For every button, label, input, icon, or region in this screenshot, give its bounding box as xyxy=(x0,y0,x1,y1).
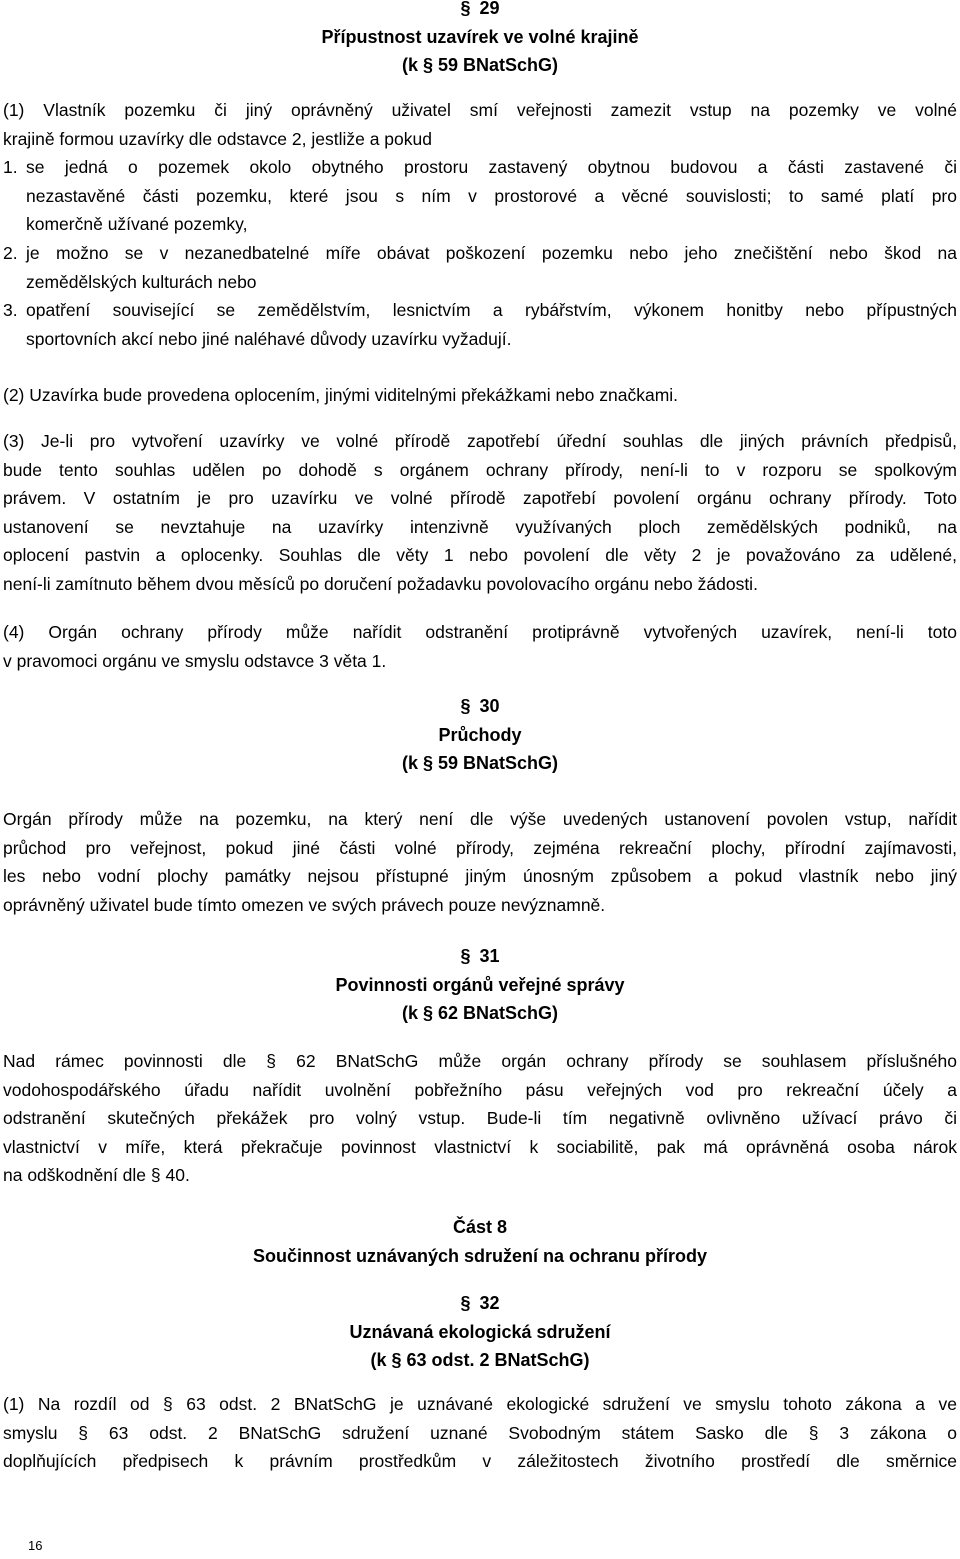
section-32-heading xyxy=(0,1289,960,1375)
section-29-paragraph-1: (1) Vlastník pozemku či jiný oprávněný uživatel smí veřejnosti zamezit vstup na pozemky ve volné krajině formou uzavírky dle odstavce 2, jestliže a pokud xyxy=(3,100,957,149)
section-30-paragraph: Orgán přírody může na pozemku, na který není dle výše uvedených ustanovení povolen vstup, nařídit průchod pro veřejnost, pokud jiné části volné přírody, zejména rekreační plochy, přírodní zajímavosti, les nebo vodní plochy památky nejsou přístupné jiným únosným způsobem a pokud vlastník nebo jiný oprávněný uživatel bude tímto omezen ve svých právech pouze nevýznamně. xyxy=(3,809,957,915)
part-label: Část 8 xyxy=(452,1217,508,1237)
section-32-title: Uznávaná ekologická sdružení xyxy=(349,1321,611,1342)
section-29-heading xyxy=(0,0,960,80)
section-29-paragraph-4: (4) Orgán ochrany přírody může nařídit odstranění protiprávně vytvořených uzavírek, není-li toto v pravomoci orgánu ve smyslu odstavce 3 věta 1. xyxy=(3,622,957,671)
section-31-ref: (k § 62 BNatSchG) xyxy=(401,1003,559,1023)
list-item: 3. opatření související se zemědělstvím, lesnictvím a rybářstvím, výkonem honitby nebo přípustných sportovních akcí nebo jiné naléhavé důvody uzavírku vyžadují. xyxy=(3,300,957,349)
section-29-paragraph-3: (3) Je-li pro vytvoření uzavírky ve volné přírodě zapotřebí úřední souhlas dle jiných právních předpisů, bude tento souhlas udělen po dohodě s orgánem ochrany přírody, není-li to v rozporu se spolkovým právem. V ostatním je pro uzavírku ve volné přírodě zapotřebí povolení orgánu ochrany přírody. Toto ustanovení se nevztahuje na uzavírky intenzivně využívaných ploch zemědělských podniků, na oplocení pastvin a oplocenky. Souhlas dle věty 1 nebo povolení dle věty 2 je považováno za udělené, není-li zamítnuto během dvou měsíců po doručení požadavku povolovacího orgánu nebo žádosti. xyxy=(3,431,957,594)
section-31-number: § 31 xyxy=(460,946,500,966)
section-31-title: Povinnosti orgánů veřejné správy xyxy=(335,974,625,995)
section-30-heading xyxy=(0,692,960,778)
part-title: Součinnost uznávaných sdružení na ochranu přírody xyxy=(252,1245,708,1266)
section-30-number: § 30 xyxy=(460,696,500,716)
page-number: 16 xyxy=(28,1538,43,1553)
part-8-heading xyxy=(0,1213,960,1270)
section-29-ref: (k § 59 BNatSchG) xyxy=(401,55,559,75)
section-29-title: Přípustnost uzavírek ve volné krajině xyxy=(321,26,639,47)
list-item: 2. je možno se v nezanedbatelné míře obávat poškození pozemku nebo jeho znečištění nebo škod na zemědělských kulturách nebo xyxy=(3,243,957,292)
section-31-heading xyxy=(0,942,960,1028)
section-32-paragraph-1: (1) Na rozdíl od § 63 odst. 2 BNatSchG je uznávané ekologické sdružení ve smyslu tohoto zákona a ve smyslu § 63 odst. 2 BNatSchG sdružení uznané Svobodným státem Sasko dle § 3 zákona o doplňujících předpisech k právním prostředkům v záležitostech životního prostředí dle směrnice xyxy=(3,1394,957,1472)
section-32-number: § 32 xyxy=(460,1293,500,1313)
section-30-title: Průchody xyxy=(438,724,522,745)
section-31-paragraph: Nad rámec povinnosti dle § 62 BNatSchG může orgán ochrany přírody se souhlasem příslušného vodohospodářského úřadu nařídit uvolnění pobřežního pásu veřejných vod pro rekreační účely a odstranění skutečných překážek pro volný vstup. Bude-li tím negativně ovlivněno užívací právo či vlastnictví v míře, která překračuje povinnost vlastnictví k sociabilitě, pak má oprávněná osoba nárok na odškodnění dle § 40. xyxy=(3,1051,957,1186)
list-item: 1. se jedná o pozemek okolo obytného prostoru zastavený obytnou budovou a části zastavené či nezastavěné části pozemku, které jsou s ním v prostorové a věcné souvislosti; to samé platí pro komerčně užívané pozemky, xyxy=(3,157,957,235)
section-30-ref: (k § 59 BNatSchG) xyxy=(401,753,559,773)
section-29-paragraph-2: (2) Uzavírka bude provedena oplocením, jinými viditelnými překážkami nebo značkami. xyxy=(3,385,679,405)
section-29-number: § 29 xyxy=(460,0,500,18)
section-32-ref: (k § 63 odst. 2 BNatSchG) xyxy=(370,1350,590,1370)
